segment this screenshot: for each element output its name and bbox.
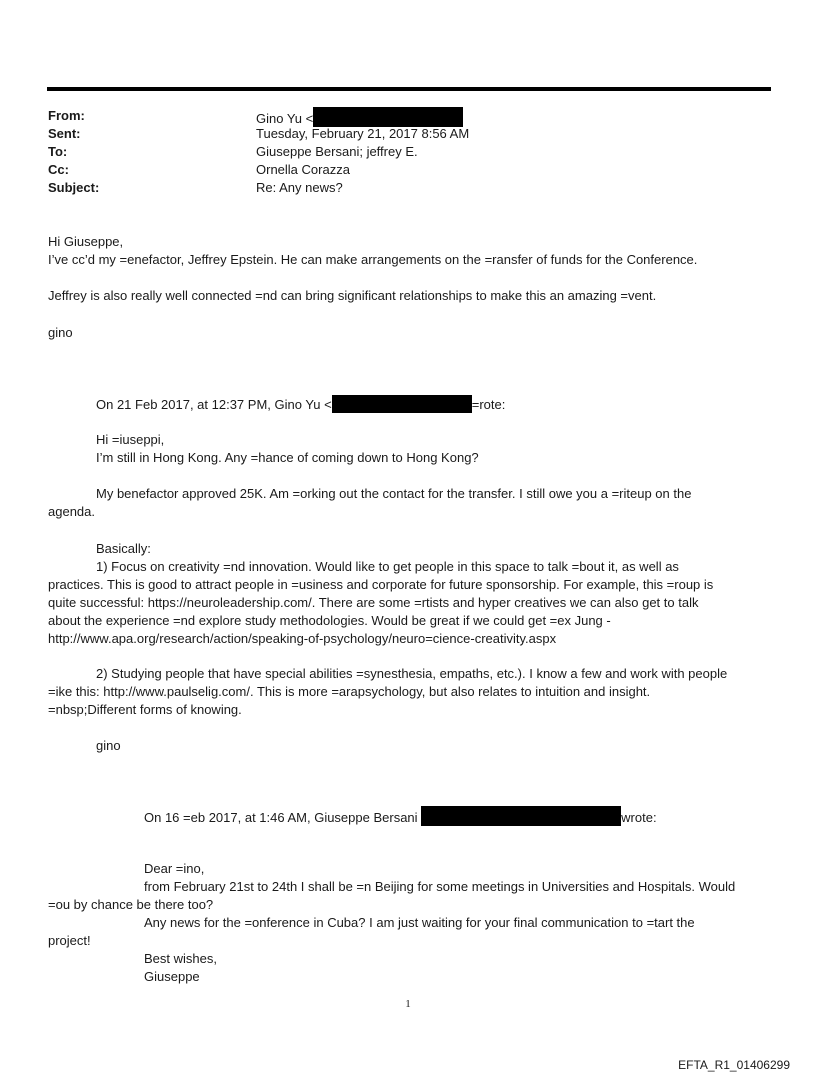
quote2-p1-line-2: =ou by chance be there too? (48, 897, 214, 912)
subject-label: Subject: (48, 180, 100, 195)
quote1-header-post: =rote: (471, 397, 506, 412)
to-label: To: (48, 144, 68, 159)
quote1-item1-line-2: practices. This is good to attract people in =usiness and corporate for future sponsorship. For example, this =roup is (48, 577, 714, 592)
quote2-paragraph-2 (48, 914, 778, 950)
quote2-p1-line-1: from February 21st to 24th I shall be =n Beijing for some meetings in Universities and Hospitals. Would (144, 879, 736, 894)
quote1-item1-line-3: quite successful: https://neuroleadership.com/. There are some =rtists and hyper creatives we can also get to talk (48, 595, 699, 610)
quote2-greeting: Dear =ino, (144, 861, 205, 876)
quote2-header-pre: On 16 =eb 2017, at 1:46 AM, Giuseppe Bersani (144, 810, 418, 825)
message-greeting: Hi Giuseppe, (48, 234, 124, 249)
quote1-item-1 (48, 558, 778, 648)
sent-value: Tuesday, February 21, 2017 8:56 AM (256, 126, 470, 141)
quote1-item2-line-2: =ike this: http://www.paulselig.com/. This is more =arapsychology, but also relates to intuition and insight. (48, 684, 651, 699)
quote1-item-2 (48, 665, 778, 719)
from-row (48, 107, 469, 125)
message-signoff: gino (48, 325, 73, 340)
quote2-name: Giuseppe (144, 969, 200, 984)
cc-label: Cc: (48, 162, 69, 177)
from-label: From: (48, 108, 85, 123)
message-line-1: I’ve cc’d my =enefactor, Jeffrey Epstein. He can make arrangements on the =ransfer of funds for the Conference. (48, 252, 698, 267)
quote2-header (144, 806, 657, 827)
from-value-text: Gino Yu < (256, 111, 314, 126)
cc-value: Ornella Corazza (256, 162, 350, 177)
quote1-line-1: I’m still in Hong Kong. Any =hance of coming down to Hong Kong? (96, 450, 479, 465)
quote1-p1-line-2: agenda. (48, 504, 95, 519)
quote1-item2-line-3: =nbsp;Different forms of knowing. (48, 702, 242, 717)
quote2-closing: Best wishes, (144, 951, 217, 966)
quote1-basically: Basically: (96, 541, 151, 556)
document-id: EFTA_R1_01406299 (678, 1058, 790, 1072)
sent-label: Sent: (48, 126, 81, 141)
quote1-item1-line-4: about the experience =nd explore study methodologies. Would be great if we could get =ex Jung - (48, 613, 611, 628)
quote1-p1-line-1: My benefactor approved 25K. Am =orking out the contact for the transfer. I still owe you a =riteup on the (96, 486, 692, 501)
page-number: 1 (405, 998, 411, 1010)
quote1-paragraph-1 (48, 485, 778, 521)
quote2-p2-line-1: Any news for the =onference in Cuba? I am just waiting for your final communication to =tart the (144, 915, 695, 930)
cc-row (48, 161, 469, 179)
redaction-box (313, 107, 463, 127)
redaction-box (421, 806, 621, 826)
from-value (256, 107, 463, 125)
quote1-signoff: gino (96, 738, 121, 753)
redaction-box (332, 395, 472, 413)
quote1-item1-line-1: 1) Focus on creativity =nd innovation. Would like to get people in this space to talk =bout it, as well as (96, 559, 679, 574)
quote2-paragraph-1 (48, 878, 778, 914)
email-header (48, 107, 469, 197)
to-value: Giuseppe Bersani; jeffrey E. (256, 144, 418, 159)
quote1-item1-line-5: http://www.apa.org/research/action/speaking-of-psychology/neuro=cience-creativity.aspx (48, 631, 557, 646)
quote1-greeting: Hi =iuseppi, (96, 432, 165, 447)
subject-value: Re: Any news? (256, 180, 343, 195)
quote2-p2-line-2: project! (48, 933, 91, 948)
quote1-header (96, 395, 505, 414)
to-row (48, 143, 469, 161)
subject-row (48, 179, 469, 197)
quote1-header-pre: On 21 Feb 2017, at 12:37 PM, Gino Yu < (96, 397, 332, 412)
sent-row (48, 125, 469, 143)
quote2-header-post: wrote: (621, 810, 657, 825)
header-divider (47, 87, 771, 91)
message-line-2: Jeffrey is also really well connected =nd can bring significant relationships to make this an amazing =vent. (48, 288, 657, 303)
quote1-item2-line-1: 2) Studying people that have special abilities =synesthesia, empaths, etc.). I know a few and work with people (96, 666, 728, 681)
